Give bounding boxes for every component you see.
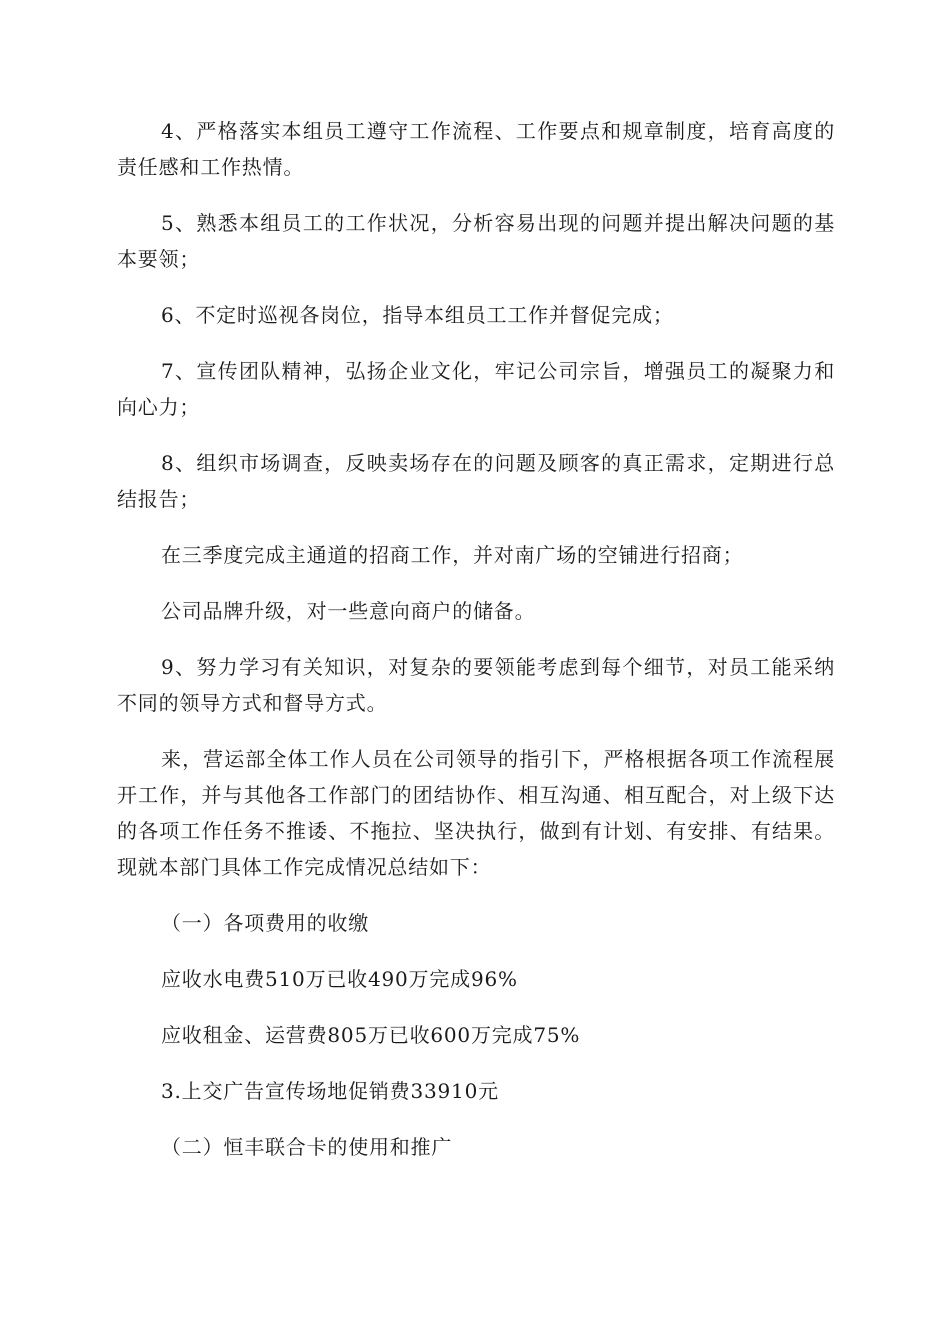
paragraph-item-8: 8、组织市场调查，反映卖场存在的问题及顾客的真正需求，定期进行总结报告； [117, 451, 835, 511]
paragraph-summary-intro: 来，营运部全体工作人员在公司领导的指引下，严格根据各项工作流程展开工作，并与其他各工作部门的团结协作、相互沟通、相互配合，对上级下达的各项工作任务不推诿、不拖拉、坚决执行，做到有计划、有安排、有结果。现就本部门具体工作完成情况总结如下： [117, 747, 835, 879]
paragraph-item-6: 6、不定时巡视各岗位，指导本组员工工作并督促完成； [161, 303, 674, 327]
section-heading-fees: （一）各项费用的收缴 [161, 911, 369, 935]
paragraph-promotion-fees: 3.上交广告宣传场地促销费33910元 [161, 1079, 499, 1103]
section-heading-joint-card: （二）恒丰联合卡的使用和推广 [161, 1135, 453, 1159]
paragraph-item-9: 9、努力学习有关知识，对复杂的要领能考虑到每个细节，对员工能采纳不同的领导方式和督导方式。 [117, 655, 835, 715]
paragraph-brand-upgrade: 公司品牌升级，对一些意向商户的储备。 [161, 599, 536, 623]
paragraph-item-5: 5、熟悉本组员工的工作状况，分析容易出现的问题并提出解决问题的基本要领； [117, 211, 835, 271]
paragraph-item-4: 4、严格落实本组员工遵守工作流程、工作要点和规章制度，培育高度的责任感和工作热情。 [117, 119, 835, 179]
paragraph-rent-fees: 应收租金、运营费805万已收600万完成75% [161, 1023, 581, 1047]
paragraph-utility-fees: 应收水电费510万已收490万完成96% [161, 967, 518, 991]
paragraph-item-7: 7、宣传团队精神，弘扬企业文化，牢记公司宗旨，增强员工的凝聚力和向心力； [117, 359, 835, 419]
paragraph-q3-leasing: 在三季度完成主通道的招商工作，并对南广场的空铺进行招商； [161, 543, 744, 567]
document-body [117, 113, 835, 1185]
